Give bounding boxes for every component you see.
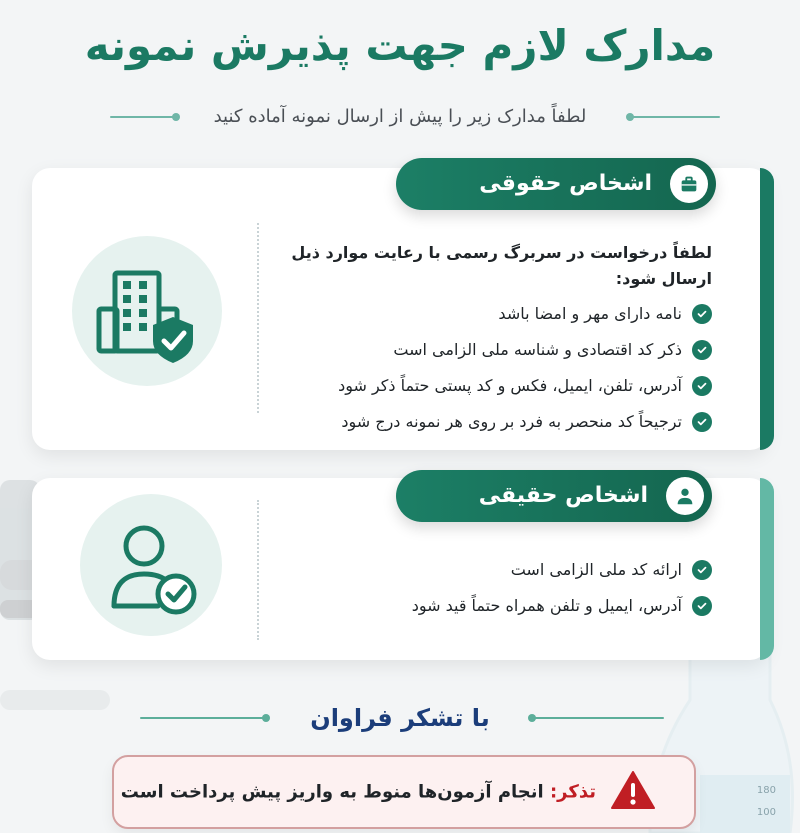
legal-pill-icon-wrap	[670, 165, 708, 203]
list-item	[262, 302, 712, 326]
check-circle-icon	[692, 560, 712, 580]
warning-note	[112, 755, 696, 829]
warning-note-body: انجام آزمون‌ها منوط به واریز پیش پرداخت است	[120, 781, 550, 803]
list-item	[262, 338, 712, 362]
check-circle-icon	[692, 340, 712, 360]
legal-content	[262, 240, 712, 446]
warning-triangle-icon	[610, 770, 656, 814]
natural-pill-icon-wrap	[666, 477, 704, 515]
legal-entities-card	[32, 168, 768, 450]
legal-entities-pill	[396, 158, 716, 210]
briefcase-icon	[678, 173, 700, 195]
natural-persons-card	[32, 478, 768, 660]
natural-persons-label: اشخاص حقیقی	[478, 483, 648, 508]
natural-persons-pill	[396, 470, 712, 522]
legal-vertical-separator	[257, 223, 259, 413]
list-item	[262, 558, 712, 582]
natural-requirements-list	[262, 558, 712, 618]
check-circle-icon	[692, 304, 712, 324]
user-check-icon	[96, 510, 206, 620]
thanks-text: با تشکر فراوان	[310, 704, 490, 732]
subtitle: لطفاً مدارک زیر را پیش از ارسال نمونه آماده کنید	[213, 106, 587, 127]
natural-vertical-separator	[257, 500, 259, 640]
list-item-text: ذکر کد اقتصادی و شناسه ملی الزامی است	[393, 340, 682, 359]
user-icon	[674, 485, 696, 507]
list-item-text: آدرس، ایمیل و تلفن همراه حتماً قید شود	[411, 596, 682, 615]
natural-card-accent	[760, 478, 774, 660]
check-circle-icon	[692, 412, 712, 432]
subtitle-right-line	[630, 116, 720, 118]
legal-intro: لطفاً درخواست در سربرگ رسمی با رعایت موارد ذیل ارسال شود:	[291, 243, 712, 288]
thanks-row	[0, 700, 800, 736]
page-title: مدارک لازم جهت پذیرش نمونه	[84, 21, 716, 70]
subtitle-row	[0, 102, 800, 132]
flask-scale-180: 180	[756, 785, 776, 796]
warning-note-lead: تذکر:	[549, 781, 596, 803]
legal-badge	[72, 236, 222, 386]
list-item-text: ترجیحاً کد منحصر به فرد بر روی هر نمونه درج شود	[341, 412, 682, 431]
legal-entities-label: اشخاص حقوقی	[479, 171, 652, 196]
list-item	[262, 410, 712, 434]
building-shield-icon	[87, 251, 207, 371]
natural-badge	[80, 494, 222, 636]
thanks-right-line	[534, 717, 664, 719]
list-item-text: آدرس، تلفن، ایمیل، فکس و کد پستی حتماً ذکر شود	[338, 376, 682, 395]
legal-requirements-list	[262, 302, 712, 434]
check-circle-icon	[692, 376, 712, 396]
list-item	[262, 594, 712, 618]
list-item-text: ارائه کد ملی الزامی است	[510, 560, 682, 579]
check-circle-icon	[692, 596, 712, 616]
legal-card-accent	[760, 168, 774, 450]
natural-content	[262, 558, 712, 630]
list-item-text: نامه دارای مهر و امضا باشد	[498, 304, 682, 323]
flask-scale-100: 100	[756, 807, 776, 818]
list-item	[262, 374, 712, 398]
warning-note-text	[121, 782, 596, 803]
